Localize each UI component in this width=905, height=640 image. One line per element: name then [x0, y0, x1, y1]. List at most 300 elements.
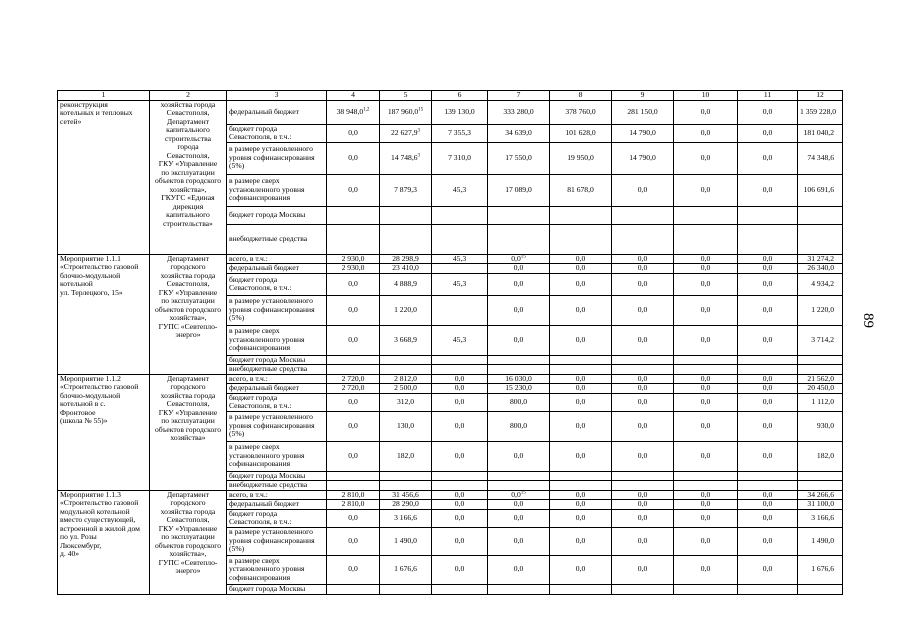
amount-cell	[612, 441, 674, 471]
amount-cell	[550, 500, 612, 510]
amount-value: 3 166,6	[811, 512, 834, 522]
amount-cell	[432, 142, 488, 174]
column-header: 6	[432, 91, 488, 101]
amount-cell	[798, 365, 843, 375]
amount-cell	[674, 100, 738, 124]
amount-cell	[738, 100, 798, 124]
amount-value: 0,0	[575, 278, 586, 288]
amount-cell	[738, 264, 798, 274]
amount-cell	[488, 555, 550, 584]
amount-value: 0,0	[513, 334, 524, 344]
amount-value: 0,0	[637, 512, 648, 522]
amount-cell	[488, 273, 550, 295]
amount-value: 4 934,2	[811, 278, 834, 288]
amount-cell	[327, 254, 380, 264]
amount-value: 31 274,2	[807, 254, 834, 263]
amount-cell	[432, 490, 488, 500]
amount-value: 26 340,0	[807, 263, 834, 272]
amount-cell	[488, 509, 550, 527]
funding-source: внебюджетные средства	[227, 224, 327, 254]
amount-cell	[380, 411, 432, 441]
amount-cell	[738, 490, 798, 500]
amount-cell	[488, 224, 550, 254]
amount-cell	[798, 411, 843, 441]
amount-cell	[488, 206, 550, 224]
amount-cell	[432, 100, 488, 124]
amount-value: 0,0	[575, 304, 586, 314]
amount-value: 0,0	[454, 383, 465, 392]
table-row	[58, 100, 843, 124]
amount-value: 74 348,6	[807, 152, 834, 162]
amount-cell	[674, 471, 738, 481]
amount-value: 0,0	[348, 450, 358, 460]
amount-cell	[488, 393, 550, 411]
amount-value: 800,0	[509, 420, 528, 430]
footnote-ref: 1,2	[363, 107, 370, 113]
column-header: 9	[612, 91, 674, 101]
amount-cell	[380, 124, 432, 142]
amount-value: 333 280,0	[503, 106, 534, 116]
amount-cell	[738, 273, 798, 295]
amount-value: 0,0	[700, 450, 711, 460]
amount-cell	[550, 206, 612, 224]
column-header: 12	[798, 91, 843, 101]
amount-cell	[550, 441, 612, 471]
amount-cell	[327, 555, 380, 584]
amount-cell	[432, 441, 488, 471]
amount-value: 20 450,0	[807, 383, 834, 392]
amount-cell	[380, 490, 432, 500]
amount-cell	[612, 481, 674, 491]
amount-cell	[327, 206, 380, 224]
amount-value: 7 310,0	[448, 152, 471, 162]
amount-cell	[327, 264, 380, 274]
amount-cell	[550, 254, 612, 264]
amount-cell	[432, 471, 488, 481]
amount-value: 0,0	[348, 535, 358, 545]
amount-cell	[550, 224, 612, 254]
amount-value: 45,3	[452, 184, 467, 194]
amount-cell	[612, 325, 674, 355]
amount-value: 312,0	[396, 396, 415, 406]
amount-cell	[674, 555, 738, 584]
amount-value: 0,0	[637, 334, 648, 344]
amount-value: 23 410,0	[392, 263, 419, 272]
amount-value: 0,0	[454, 564, 465, 574]
funding-source: в размере сверх установленного уровня софинансирования	[227, 441, 327, 471]
amount-value: 19 950,0	[567, 152, 594, 162]
amount-cell	[380, 365, 432, 375]
amount-cell	[612, 124, 674, 142]
amount-value: 0,0	[348, 184, 358, 194]
amount-value: 0,0	[637, 499, 648, 508]
amount-value: 0,0	[575, 420, 586, 430]
amount-cell	[432, 273, 488, 295]
funding-source: внебюджетные средства	[227, 365, 327, 375]
amount-cell	[738, 325, 798, 355]
column-header: 7	[488, 91, 550, 101]
amount-cell	[798, 174, 843, 206]
funding-source: бюджет города Москвы	[227, 471, 327, 481]
amount-value: 0,0	[575, 450, 586, 460]
amount-cell	[612, 384, 674, 394]
amount-value: 0,0	[700, 184, 711, 194]
amount-value: 2 720,0	[341, 374, 365, 383]
amount-cell	[380, 527, 432, 555]
amount-cell	[798, 124, 843, 142]
amount-value: 0,0	[637, 396, 648, 406]
amount-value: 0,0	[700, 396, 711, 406]
amount-value: 1 359 228,0	[800, 106, 837, 116]
amount-cell	[327, 500, 380, 510]
amount-value: 0,0	[700, 334, 711, 344]
amount-cell	[798, 295, 843, 325]
amount-value: 0,0	[637, 374, 648, 383]
amount-cell	[612, 174, 674, 206]
amount-cell	[380, 142, 432, 174]
amount-cell	[674, 481, 738, 491]
amount-cell	[327, 481, 380, 491]
amount-cell	[798, 224, 843, 254]
amount-cell	[738, 295, 798, 325]
amount-cell	[488, 325, 550, 355]
table-row	[58, 490, 843, 500]
amount-cell	[612, 555, 674, 584]
amount-cell	[674, 500, 738, 510]
amount-value: 0,0	[762, 383, 773, 392]
amount-cell	[488, 100, 550, 124]
amount-cell	[432, 295, 488, 325]
amount-value: 2 930,0	[341, 263, 365, 272]
amount-cell	[380, 555, 432, 584]
amount-value: 0,0	[511, 254, 521, 263]
amount-value: 0,0	[454, 535, 465, 545]
amount-cell	[550, 393, 612, 411]
amount-value: 0,0	[513, 278, 524, 288]
amount-value: 45,3	[452, 334, 467, 344]
amount-cell	[327, 295, 380, 325]
amount-cell	[380, 295, 432, 325]
amount-cell	[380, 325, 432, 355]
amount-cell	[432, 325, 488, 355]
amount-cell	[488, 481, 550, 491]
amount-value: 21 562,0	[807, 374, 834, 383]
amount-value: 14 790,0	[629, 127, 656, 137]
funding-source: федеральный бюджет	[227, 100, 327, 124]
footnote-ref: 15	[418, 107, 424, 113]
amount-value: 28 290,0	[392, 499, 419, 508]
amount-cell	[380, 584, 432, 594]
amount-value: 0,0	[762, 106, 773, 116]
footnote-ref: 15	[520, 490, 526, 495]
amount-cell	[327, 142, 380, 174]
amount-cell	[798, 555, 843, 584]
amount-value: 34 266,6	[807, 490, 834, 499]
amount-value: 0,0	[575, 263, 586, 272]
amount-value: 2 810,0	[341, 490, 365, 499]
amount-value: 3 166,6	[394, 512, 417, 522]
funding-source: федеральный бюджет	[227, 500, 327, 510]
amount-cell	[674, 124, 738, 142]
amount-cell	[674, 224, 738, 254]
amount-value: 3 668,9	[394, 334, 417, 344]
amount-value: 28 298,9	[392, 254, 419, 263]
amount-cell	[612, 471, 674, 481]
table-row	[58, 254, 843, 264]
amount-cell	[488, 500, 550, 510]
amount-cell	[738, 500, 798, 510]
amount-cell	[327, 325, 380, 355]
amount-cell	[738, 206, 798, 224]
amount-cell	[380, 393, 432, 411]
amount-cell	[488, 441, 550, 471]
amount-cell	[432, 365, 488, 375]
amount-cell	[380, 174, 432, 206]
amount-value: 0,0	[511, 490, 521, 499]
amount-cell	[432, 527, 488, 555]
amount-cell	[327, 584, 380, 594]
amount-value: 0,0	[454, 420, 465, 430]
amount-value: 0,0	[762, 304, 773, 314]
funding-source: внебюджетные средства	[227, 481, 327, 491]
amount-cell	[738, 393, 798, 411]
amount-cell	[550, 264, 612, 274]
amount-value: 0,0	[637, 278, 648, 288]
amount-cell	[380, 100, 432, 124]
amount-value: 3 714,2	[811, 334, 834, 344]
amount-value: 0,0	[637, 304, 648, 314]
amount-cell	[674, 254, 738, 264]
amount-cell	[612, 527, 674, 555]
column-header: 4	[327, 91, 380, 101]
amount-cell	[798, 490, 843, 500]
amount-cell	[432, 174, 488, 206]
amount-cell	[738, 365, 798, 375]
amount-cell	[380, 355, 432, 365]
amount-cell	[738, 384, 798, 394]
amount-value: 0,0	[575, 334, 586, 344]
amount-value: 2 812,0	[394, 374, 417, 383]
amount-cell	[327, 384, 380, 394]
amount-cell	[380, 500, 432, 510]
measure-name: реконструкция котельных и тепловых сетей»	[58, 100, 150, 254]
amount-value: 0,0	[575, 254, 586, 263]
header-row	[58, 91, 843, 101]
amount-cell	[798, 393, 843, 411]
amount-cell	[612, 206, 674, 224]
amount-cell	[674, 264, 738, 274]
column-header: 11	[738, 91, 798, 101]
amount-cell	[550, 411, 612, 441]
amount-cell	[674, 490, 738, 500]
amount-cell	[674, 355, 738, 365]
amount-value: 1 220,0	[394, 304, 417, 314]
amount-value: 0,0	[762, 420, 773, 430]
amount-cell	[488, 411, 550, 441]
amount-cell	[380, 206, 432, 224]
amount-cell	[550, 174, 612, 206]
amount-value: 0,0	[762, 499, 773, 508]
amount-value: 0,0	[454, 499, 465, 508]
amount-cell	[488, 490, 550, 500]
amount-cell	[738, 411, 798, 441]
amount-cell	[327, 411, 380, 441]
amount-value: 1 676,6	[811, 564, 834, 574]
amount-cell	[612, 509, 674, 527]
amount-value: 0,0	[762, 490, 773, 499]
amount-cell	[488, 365, 550, 375]
amount-value: 0,0	[700, 127, 711, 137]
amount-value: 0,0	[700, 420, 711, 430]
amount-value: 2 500,0	[394, 383, 417, 392]
funding-source: в размере установленного уровня софинансирования (5%)	[227, 527, 327, 555]
amount-value: 0,0	[637, 383, 648, 392]
amount-cell	[550, 100, 612, 124]
amount-value: 101 628,0	[565, 127, 596, 137]
column-header: 1	[58, 91, 150, 101]
amount-cell	[798, 264, 843, 274]
amount-value: 182,0	[816, 450, 834, 460]
amount-cell	[674, 527, 738, 555]
amount-cell	[327, 355, 380, 365]
amount-cell	[550, 325, 612, 355]
amount-cell	[798, 100, 843, 124]
amount-value: 0,0	[575, 499, 586, 508]
amount-value: 0,0	[762, 278, 773, 288]
amount-value: 0,0	[700, 254, 711, 263]
amount-value: 0,0	[454, 490, 465, 499]
amount-cell	[738, 124, 798, 142]
amount-value: 0,0	[454, 396, 465, 406]
amount-value: 81 678,0	[567, 184, 594, 194]
funding-source: в размере установленного уровня софинансирования (5%)	[227, 411, 327, 441]
amount-value: 0,0	[348, 334, 358, 344]
funding-source: бюджет города Севастополя, в т.ч.:	[227, 509, 327, 527]
executor-name: Департамент городского хозяйства города Севастополя, ГКУ «Управление по эксплуатации объектов городского хозяйства», ГУПС «Севтепло- энерго»	[150, 254, 227, 374]
amount-cell	[798, 384, 843, 394]
funding-source: бюджет города Севастополя, в т.ч.:	[227, 393, 327, 411]
funding-source: бюджет города Москвы	[227, 584, 327, 594]
funding-source: бюджет города Севастополя, в т.ч.:	[227, 273, 327, 295]
amount-cell	[674, 206, 738, 224]
column-header: 2	[150, 91, 227, 101]
amount-value: 139 130,0	[444, 106, 475, 116]
measure-name: Мероприятие 1.1.1 «Строительство газовой блочно-модульной котельной ул. Терлецкого, 15»	[58, 254, 150, 374]
amount-value: 800,0	[509, 396, 528, 406]
amount-value: 106 691,6	[803, 184, 834, 194]
amount-cell	[738, 441, 798, 471]
amount-cell	[612, 500, 674, 510]
amount-cell	[488, 471, 550, 481]
amount-value: 281 150,0	[627, 106, 658, 116]
amount-cell	[327, 471, 380, 481]
funding-source: всего, в т.ч.:	[227, 490, 327, 500]
amount-cell	[327, 365, 380, 375]
amount-cell	[612, 273, 674, 295]
amount-cell	[550, 471, 612, 481]
amount-value: 0,0	[700, 106, 711, 116]
amount-value: 0,0	[513, 512, 524, 522]
funding-source: в размере сверх установленного уровня софинансирования	[227, 555, 327, 584]
amount-cell	[550, 555, 612, 584]
amount-cell	[327, 273, 380, 295]
amount-cell	[798, 441, 843, 471]
amount-cell	[550, 355, 612, 365]
amount-cell	[738, 509, 798, 527]
amount-value: 0,0	[454, 450, 465, 460]
funding-source: бюджет города Москвы	[227, 355, 327, 365]
amount-value: 0,0	[348, 152, 358, 162]
table-row	[58, 374, 843, 384]
amount-value: 2 810,0	[341, 499, 365, 508]
amount-cell	[674, 325, 738, 355]
amount-value: 0,0	[700, 374, 711, 383]
amount-cell	[327, 100, 380, 124]
amount-cell	[327, 441, 380, 471]
amount-cell	[550, 142, 612, 174]
amount-cell	[798, 273, 843, 295]
executor-name: Департамент городского хозяйства города Севастополя, ГКУ «Управление по эксплуатации объектов городского хозяйства»	[150, 374, 227, 490]
amount-value: 38 948,0	[336, 106, 364, 116]
funding-source: бюджет города Севастополя, в т.ч.:	[227, 124, 327, 142]
amount-cell	[798, 481, 843, 491]
amount-cell	[327, 224, 380, 254]
amount-cell	[550, 365, 612, 375]
amount-value: 0,0	[513, 564, 524, 574]
amount-value: 0,0	[575, 535, 586, 545]
amount-value: 1 490,0	[811, 535, 834, 545]
amount-value: 0,0	[762, 535, 773, 545]
amount-cell	[738, 174, 798, 206]
financing-table	[57, 90, 843, 595]
amount-cell	[327, 124, 380, 142]
funding-source: в размере сверх установленного уровня софинансирования	[227, 174, 327, 206]
amount-cell	[798, 471, 843, 481]
amount-cell	[612, 374, 674, 384]
amount-cell	[612, 264, 674, 274]
amount-cell	[738, 471, 798, 481]
amount-cell	[738, 481, 798, 491]
amount-value: 0,0	[348, 278, 358, 288]
amount-value: 181 040,2	[803, 127, 834, 137]
amount-cell	[327, 374, 380, 384]
funding-source: федеральный бюджет	[227, 384, 327, 394]
amount-value: 34 639,0	[505, 127, 532, 137]
amount-cell	[488, 254, 550, 264]
amount-cell	[674, 411, 738, 441]
amount-cell	[612, 100, 674, 124]
amount-cell	[327, 509, 380, 527]
footnote-ref: 15	[520, 254, 526, 259]
amount-value: 0,0	[575, 564, 586, 574]
amount-value: 0,0	[762, 184, 773, 194]
amount-cell	[380, 441, 432, 471]
amount-cell	[798, 325, 843, 355]
amount-value: 0,0	[700, 499, 711, 508]
amount-cell	[612, 224, 674, 254]
amount-cell	[432, 555, 488, 584]
column-header: 5	[380, 91, 432, 101]
executor-name: Департамент городского хозяйства города Севастополя, ГКУ «Управление по эксплуатации объектов городского хозяйства», ГУПС «Севтепло- энерго»	[150, 490, 227, 594]
amount-value: 0,0	[348, 420, 358, 430]
amount-value: 7 879,3	[394, 184, 417, 194]
amount-cell	[432, 500, 488, 510]
amount-cell	[488, 355, 550, 365]
amount-cell	[380, 273, 432, 295]
amount-value: 0,0	[700, 564, 711, 574]
amount-cell	[798, 355, 843, 365]
amount-cell	[380, 481, 432, 491]
